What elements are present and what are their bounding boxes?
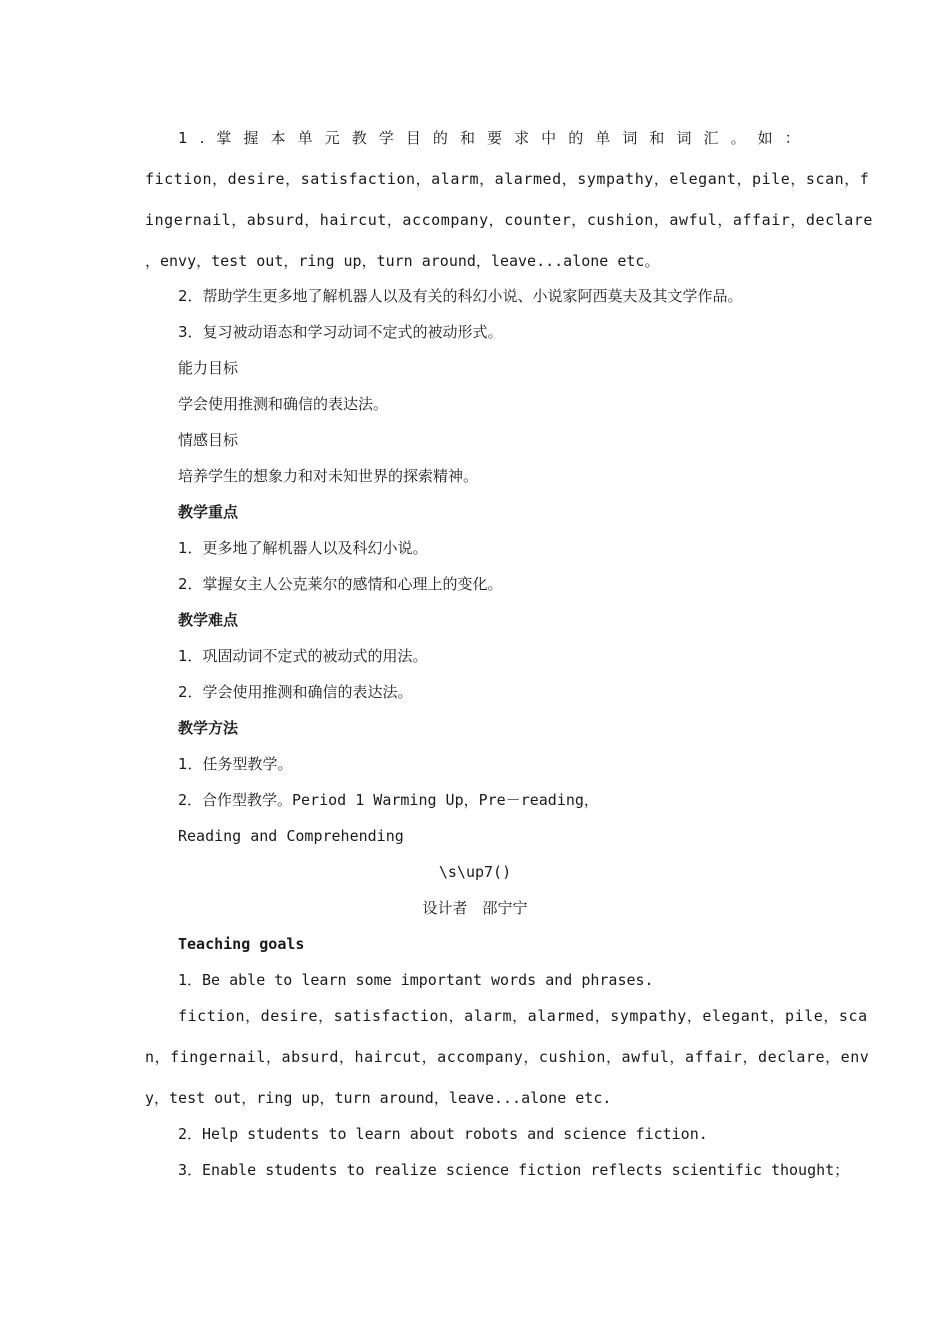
objective-1-char: 单 <box>595 129 611 147</box>
objective-1-line-3: ingernail，absurd，haircut，accompany，counter，cushion，awful，affair，declare <box>145 211 873 229</box>
objective-1-char: 1 <box>178 129 188 147</box>
goal-2: 2．Help students to learn about robots and science fiction. <box>178 1125 708 1143</box>
objective-1-char: 元 <box>324 129 340 147</box>
objective-1-char: ： <box>784 129 800 147</box>
heading-difficult-points: 教学难点 <box>178 611 239 629</box>
method-2: 2．合作型教学。Period 1 Warming Up，Pre－reading， <box>178 791 599 809</box>
method-1: 1．任务型教学。 <box>178 755 293 773</box>
designer-credit: 设计者 邵宁宁 <box>422 899 528 917</box>
objective-1-char: 目 <box>405 129 421 147</box>
objective-1-char: . <box>199 129 205 147</box>
goal-1-words-line-2: n，fingernail，absurd，haircut，accompany，cushion，awful，affair，declare，env <box>145 1048 870 1066</box>
objective-1-char: 学 <box>378 129 394 147</box>
objective-1-char: 词 <box>622 129 638 147</box>
difficult-point-2: 2．学会使用推测和确信的表达法。 <box>178 683 413 701</box>
ability-goal-text: 学会使用推测和确信的表达法。 <box>178 395 389 413</box>
heading-ability-goals: 能力目标 <box>178 359 239 377</box>
heading-key-points: 教学重点 <box>178 503 239 521</box>
objective-1-char: 的 <box>568 129 584 147</box>
objective-1-char: 中 <box>541 129 557 147</box>
objective-1-line-2: fiction，desire，satisfaction，alarm，alarmed，sympathy，elegant，pile，scan，f <box>145 170 870 188</box>
heading-teaching-goals: Teaching goals <box>178 935 305 953</box>
objective-1-char: 求 <box>514 129 530 147</box>
objective-3: 3．复习被动语态和学习动词不定式的被动形式。 <box>178 323 503 341</box>
objective-1-char: 本 <box>270 129 286 147</box>
objective-1-char: 教 <box>351 129 367 147</box>
objective-1-char: 要 <box>487 129 503 147</box>
objective-1-line-4: ，envy，test out，ring up，turn around，leave...alone etc。 <box>145 252 660 270</box>
difficult-point-1: 1．巩固动词不定式的被动式的用法。 <box>178 647 428 665</box>
key-point-1: 1．更多地了解机器人以及科幻小说。 <box>178 539 428 557</box>
key-point-2: 2．掌握女主人公克莱尔的感情和心理上的变化。 <box>178 575 503 593</box>
objective-1-char: 词 <box>676 129 692 147</box>
objective-1-line-1 <box>178 128 800 148</box>
goal-1-words-line-3: y，test out，ring up，turn around，leave...alone etc. <box>145 1089 612 1107</box>
goal-1-words-line-1: fiction，desire，satisfaction，alarm，alarmed，sympathy，elegant，pile，sca <box>178 1007 868 1025</box>
period-subtitle: Reading and Comprehending <box>178 827 404 845</box>
emotion-goal-text: 培养学生的想象力和对未知世界的探索精神。 <box>178 467 479 485</box>
objective-1-char: 和 <box>459 129 475 147</box>
objective-1-char: 单 <box>297 129 313 147</box>
objective-1-char: 汇 <box>703 129 719 147</box>
objective-1-char: 。 <box>730 129 746 147</box>
objective-1-char: 掌 <box>216 129 232 147</box>
heading-teaching-methods: 教学方法 <box>178 719 239 737</box>
goal-3: 3．Enable students to realize science fiction reflects scientific thought； <box>178 1161 850 1179</box>
objective-1-char: 握 <box>243 129 259 147</box>
heading-emotion-goals: 情感目标 <box>178 431 239 449</box>
objective-1-char: 和 <box>649 129 665 147</box>
field-code-text: \s\up7() <box>438 863 512 881</box>
objective-2: 2．帮助学生更多地了解机器人以及有关的科幻小说、小说家阿西莫夫及其文学作品。 <box>178 287 743 305</box>
objective-1-char: 的 <box>432 129 448 147</box>
goal-1: 1．Be able to learn some important words and phrases. <box>178 971 654 989</box>
objective-1-char: 如 <box>757 129 773 147</box>
